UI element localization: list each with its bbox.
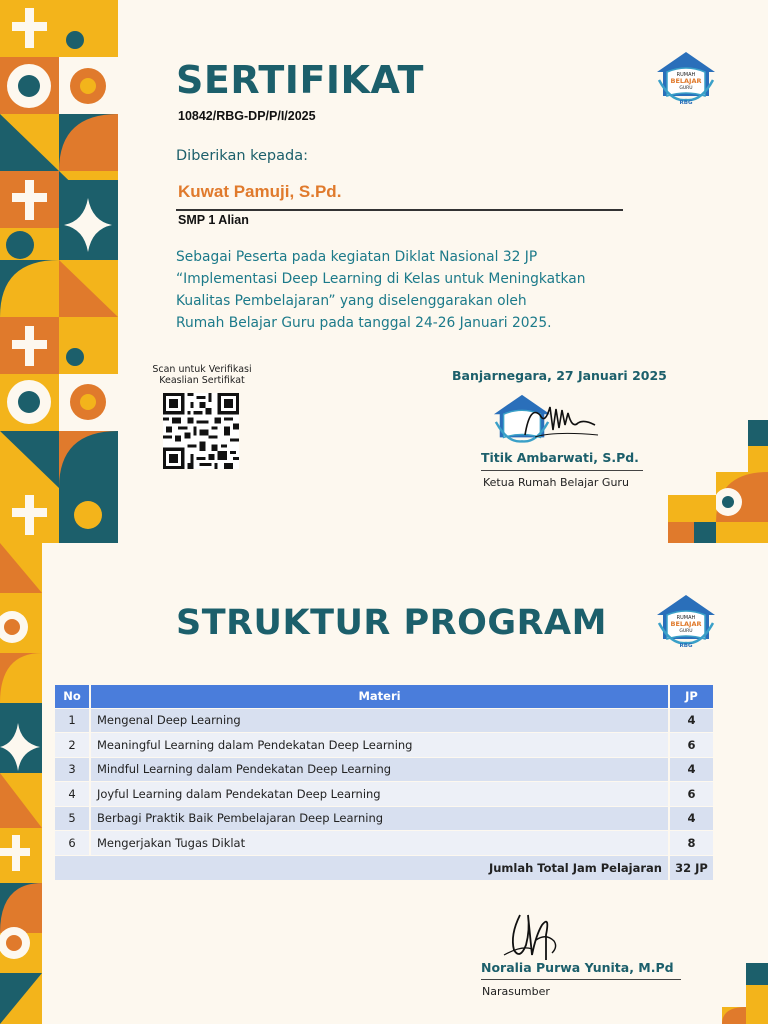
row-materi: Berbagi Praktik Baik Pembelajaran Deep Learning xyxy=(90,806,669,831)
given-to-label: Diberikan kepada: xyxy=(176,148,309,164)
row-materi: Meaningful Learning dalam Pendekatan Deep Learning xyxy=(90,733,669,758)
program-structure-page xyxy=(0,543,768,1024)
row-no: 1 xyxy=(55,708,90,733)
logo-text-line3: GURU xyxy=(679,86,693,91)
row-materi: Joyful Learning dalam Pendekatan Deep Learning xyxy=(90,782,669,807)
decorative-pattern-strip xyxy=(0,543,42,1024)
decorative-corner-pattern xyxy=(722,963,768,1024)
certificate-description xyxy=(176,246,646,334)
row-no: 2 xyxy=(55,733,90,758)
narasumber-role: Narasumber xyxy=(482,985,550,998)
logo-initials: RBG xyxy=(679,100,693,106)
decorative-corner-pattern xyxy=(668,420,768,543)
signature-icon xyxy=(502,905,572,967)
rbg-logo xyxy=(655,593,717,649)
column-header-materi: Materi xyxy=(90,685,669,708)
row-no: 6 xyxy=(55,831,90,856)
table-total-row xyxy=(55,855,714,880)
column-header-no: No xyxy=(55,685,90,708)
table-row xyxy=(55,782,714,807)
certificate-title: SERTIFIKAT xyxy=(176,58,424,102)
logo-text-line3: GURU xyxy=(679,629,693,634)
decorative-pattern-strip xyxy=(0,0,118,543)
verification-qr-code[interactable] xyxy=(163,393,239,469)
name-underline xyxy=(176,209,623,211)
recipient-name: Kuwat Pamuji, S.Pd. xyxy=(178,182,342,201)
scan-label-line1: Scan untuk Verifikasi xyxy=(152,364,252,375)
program-title: STRUKTUR PROGRAM xyxy=(176,603,607,643)
row-materi: Mengenal Deep Learning xyxy=(90,708,669,733)
signer-role: Ketua Rumah Belajar Guru xyxy=(483,476,629,489)
description-line: Kualitas Pembelajaran” yang diselenggarakan oleh xyxy=(176,293,527,309)
narasumber-name: Noralia Purwa Yunita, M.Pd xyxy=(481,960,674,975)
row-no: 5 xyxy=(55,806,90,831)
logo-initials: RBG xyxy=(679,643,693,649)
table-row xyxy=(55,806,714,831)
signature-line xyxy=(481,979,681,980)
program-table xyxy=(55,685,715,880)
rbg-logo xyxy=(655,50,717,106)
table-row xyxy=(55,733,714,758)
logo-text-line2: BELAJAR xyxy=(670,77,702,85)
row-materi: Mindful Learning dalam Pendekatan Deep Learning xyxy=(90,757,669,782)
column-header-jp: JP xyxy=(669,685,714,708)
total-value: 32 JP xyxy=(669,855,714,880)
table-header-row xyxy=(55,685,714,708)
row-jp: 4 xyxy=(669,757,714,782)
total-label: Jumlah Total Jam Pelajaran xyxy=(55,855,669,880)
table-row xyxy=(55,831,714,856)
signature-icon xyxy=(520,395,600,445)
row-jp: 8 xyxy=(669,831,714,856)
scan-verification-label xyxy=(142,364,262,386)
table-row xyxy=(55,757,714,782)
table-row xyxy=(55,708,714,733)
description-line: “Implementasi Deep Learning di Kelas untuk Meningkatkan xyxy=(176,271,586,287)
logo-text-line2: BELAJAR xyxy=(670,620,702,628)
row-no: 4 xyxy=(55,782,90,807)
row-materi: Mengerjakan Tugas Diklat xyxy=(90,831,669,856)
signature-line xyxy=(481,470,643,471)
description-line: Rumah Belajar Guru pada tanggal 24-26 Januari 2025. xyxy=(176,315,552,331)
description-line: Sebagai Peserta pada kegiatan Diklat Nasional 32 JP xyxy=(176,249,538,265)
scan-label-line2: Keaslian Sertifikat xyxy=(159,375,245,386)
recipient-school: SMP 1 Alian xyxy=(178,213,249,227)
row-jp: 6 xyxy=(669,733,714,758)
row-no: 3 xyxy=(55,757,90,782)
logo-text-line1: RUMAH xyxy=(676,72,696,78)
row-jp: 6 xyxy=(669,782,714,807)
logo-text-line1: RUMAH xyxy=(676,615,696,621)
certificate-number: 10842/RBG-DP/P/I/2025 xyxy=(178,109,316,123)
row-jp: 4 xyxy=(669,708,714,733)
signer-name: Titik Ambarwati, S.Pd. xyxy=(481,450,639,465)
row-jp: 4 xyxy=(669,806,714,831)
place-and-date: Banjarnegara, 27 Januari 2025 xyxy=(452,368,667,383)
